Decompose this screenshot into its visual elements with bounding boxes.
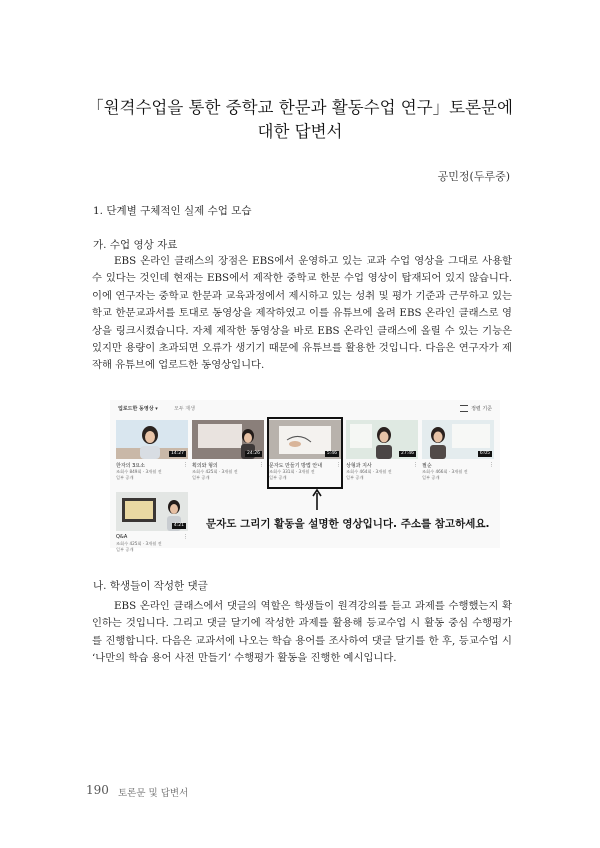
video-title[interactable]: 획의와 형의 xyxy=(192,463,218,469)
video-visibility: 일부 공개 xyxy=(346,475,364,480)
more-menu-icon[interactable]: ⋮ xyxy=(183,462,188,468)
arrow-up-icon xyxy=(312,489,322,511)
more-menu-icon[interactable]: ⋮ xyxy=(413,462,418,468)
video-duration: 24:26 xyxy=(247,451,260,456)
title-line-2: 대한 답변서 xyxy=(257,122,343,141)
video-title[interactable]: 한자의 3요소 xyxy=(116,463,145,469)
sort-button[interactable] xyxy=(460,405,492,412)
video-title[interactable]: 필순 xyxy=(422,463,432,469)
video-visibility: 일부 공개 xyxy=(192,475,210,480)
paragraph-2 xyxy=(92,598,512,668)
video-visibility: 일부 공개 xyxy=(116,475,134,480)
video-meta: 조회수 464회 · 3개월 전 xyxy=(346,469,392,474)
more-menu-icon[interactable]: ⋮ xyxy=(336,462,341,468)
video-duration: 27:46 xyxy=(401,451,414,456)
video-duration: 6:05 xyxy=(479,451,490,456)
channel-tab-bar xyxy=(110,400,500,418)
sort-label: 정렬 기준 xyxy=(471,406,492,412)
tab-play-all[interactable]: 모두 재생 xyxy=(174,406,195,412)
video-meta: 조회수 849회 · 3개월 전 xyxy=(116,469,162,474)
video-title[interactable]: 문자도 만들기 방법 안내 xyxy=(269,463,323,469)
sort-icon xyxy=(460,405,468,412)
video-duration: 4:21 xyxy=(173,523,184,528)
video-visibility: 일부 공개 xyxy=(269,475,287,480)
paragraph-2-text: EBS 온라인 클래스에서 댓글의 역할은 학생들이 원격강의를 듣고 과제를 수행했는지 확인하는 것입니다. 그리고 댓글 달기에 작성한 과제를 활용해 등교수업 시 활동 중심 수행평가를 진행합니다. 다음은 교과서에 나오는 학습 용어를 조사하여 댓글 달기를 한 후, 등교수업 시 ‘나만의 학습 용어 사전 만들기’ 수행평가 활동을 진행한 예시입니다. xyxy=(92,600,512,665)
screenshot-caption: 문자도 그리기 활동을 설명한 영상입니다. 주소를 참고하세요. xyxy=(206,518,490,530)
video-meta: 조회수 466회 · 3개월 전 xyxy=(422,469,468,474)
video-thumbnail[interactable] xyxy=(192,420,264,459)
highlight-box xyxy=(267,417,343,489)
video-title[interactable]: 상형과 지사 xyxy=(346,463,372,469)
author: 공민정(두루중) xyxy=(437,170,510,183)
more-menu-icon[interactable]: ⋮ xyxy=(489,462,494,468)
tab-uploaded-videos[interactable]: 업로드한 동영상 ▾ xyxy=(118,406,158,412)
video-duration: 14:27 xyxy=(171,451,184,456)
page-number: 190 xyxy=(86,783,109,797)
title-line-1: 「원격수업을 통한 중학교 한문과 활동수업 연구」토론문에 xyxy=(87,98,513,117)
subsection-heading-a: 가. 수업 영상 자료 xyxy=(93,239,178,251)
video-title[interactable]: Q&A xyxy=(116,534,128,540)
video-visibility: 일부 공개 xyxy=(116,547,134,552)
video-thumbnail[interactable] xyxy=(116,420,188,459)
more-menu-icon[interactable]: ⋮ xyxy=(259,462,264,468)
video-thumbnail[interactable] xyxy=(422,420,494,459)
video-meta: 조회수 425회 · 3개월 전 xyxy=(192,469,238,474)
paragraph-1 xyxy=(92,253,512,375)
video-meta: 조회수 425회 · 3개월 전 xyxy=(116,541,162,546)
video-duration: 5:46 xyxy=(326,451,337,456)
video-visibility: 일부 공개 xyxy=(422,475,440,480)
paragraph-1-text: EBS 온라인 클래스의 장점은 EBS에서 운영하고 있는 교과 수업 영상을 그대로 사용할 수 있다는 것인데 현재는 EBS에서 제작한 중학교 한문 수업 영상이 탑재되어 있지 않습니다. 이에 연구자는 중학교 한문과 교육과정에서 제시하고 있는 성취 및 평가 기준과 근무하고 있는 학교 한문교과서를 토대로 동영상을 제작하였고 이를 유튜브에 올려 EBS 온라인 클래스로 영상을 링크시켰습니다. 자체 제작한 동영상을 바로 EBS 온라인 클래스에 올릴 수 있는 기능은 있지만 용량이 초과되면 오류가 생기기 때문에 유튜브를 활용한 것입니다. 다음은 연구자가 제작해 유튜브에 업로드한 동영상입니다. xyxy=(92,255,512,372)
section-heading-1: 1. 단계별 구체적인 실제 수업 모습 xyxy=(93,205,252,217)
video-thumbnail[interactable] xyxy=(116,492,188,531)
more-menu-icon[interactable]: ⋮ xyxy=(183,534,188,540)
subsection-heading-b: 나. 학생들이 작성한 댓글 xyxy=(93,580,208,592)
running-footer: 토론문 및 답변서 xyxy=(118,788,189,799)
document-title xyxy=(0,96,600,144)
video-meta: 조회수 331회 · 3개월 전 xyxy=(269,469,315,474)
video-thumbnail[interactable] xyxy=(346,420,418,459)
